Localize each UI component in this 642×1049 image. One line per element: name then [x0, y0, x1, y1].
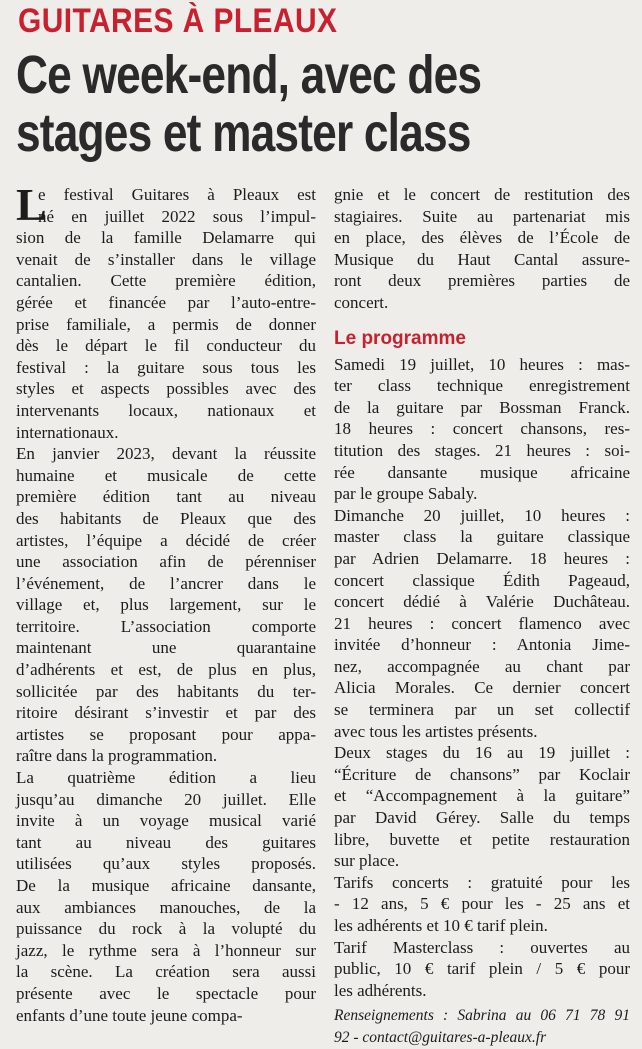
article-line: invite à un voyage musical varié	[16, 811, 316, 831]
article-line: titution des stages. 21 heures : soi-	[334, 440, 630, 460]
article-line: public, 10 € tarif plein / 5 € pour	[334, 959, 630, 979]
article-line: jazz, le rythme sera à l’honneur sur	[16, 940, 316, 960]
article-line: e festival Guitares à Pleaux est	[38, 185, 316, 204]
left-column-body	[16, 227, 316, 1026]
article-line: maintenant une quarantaine	[16, 638, 316, 658]
article-line: rée dansante musique africaine	[334, 462, 630, 482]
article-line: En janvier 2023, devant la réussite	[16, 444, 316, 464]
article-line: puissance du rock à la volupté du	[16, 919, 316, 939]
article-line: cantalien. Cette première édition,	[16, 271, 316, 291]
kicker: GUITARES À PLEAUX	[18, 2, 338, 40]
headline-line-2: stages et master class	[16, 103, 471, 163]
article-line: concert dédié à Valérie Duchâteau.	[334, 592, 630, 612]
article-line: et “Accompagnement à la guitare”	[334, 786, 630, 806]
article-line: artistes se proposant pour appa-	[16, 724, 316, 744]
article-line: par Adrien Delamarre. 18 heures :	[334, 548, 630, 568]
article-line: Dimanche 20 juillet, 10 heures :	[334, 505, 630, 525]
article-line: sion de la famille Delamarre qui	[16, 228, 316, 248]
article-line: jusqu’au dimanche 20 juillet. Elle	[16, 789, 316, 809]
article-line: se terminera par un set collectif	[334, 700, 630, 720]
article-line: ritoire désirant s’investir et par des	[16, 703, 316, 723]
article-line: artistes, l’équipe a décidé de créer	[16, 530, 316, 550]
article-line: master class la guitare classique	[334, 527, 630, 547]
article-line: l’événement, de l’ancrer dans le	[16, 573, 316, 593]
article-line: enfants d’une toute jeune compa-	[16, 1005, 243, 1025]
article-line: de la guitare par Bossman Franck.	[334, 397, 630, 417]
article-line: territoire. L’association comporte	[16, 616, 316, 636]
article-line: avec tous les artistes présents.	[334, 721, 538, 741]
article-line: venait de s’installer dans le village	[16, 249, 316, 269]
article-line: première édition tant au niveau	[16, 487, 316, 507]
article-line: gérée et financée par l’auto-entre-	[16, 292, 316, 312]
contact-info	[334, 1005, 630, 1049]
article-line: - 12 ans, 5 € pour les - 25 ans et	[334, 894, 630, 914]
article-line: intervenants locaux, nationaux et	[16, 400, 316, 420]
article-line: village et, plus largement, sur le	[16, 595, 316, 615]
article-line: 18 heures : concert chansons, res-	[334, 419, 630, 439]
article-line: styles et aspects possibles avec des	[16, 379, 316, 399]
headline	[16, 46, 582, 162]
article-line: Alicia Morales. Ce dernier concert	[334, 678, 630, 698]
article-line: invitée d’honneur : Antonia Jime-	[334, 635, 630, 655]
article-line: les adhérents et 10 € tarif plein.	[334, 916, 548, 935]
article-line: internationaux.	[16, 422, 119, 442]
article-line: des habitants de Pleaux que des	[16, 508, 316, 528]
article-line: sur place.	[334, 851, 400, 871]
article-line: humaine et musicale de cette	[16, 465, 316, 485]
program-list	[334, 354, 630, 1002]
article-line: raître dans la programmation.	[16, 746, 218, 766]
article-line: Musique du Haut Cantal assure-	[334, 249, 630, 269]
article-line: dès le départ le fil conducteur du	[16, 336, 316, 356]
article-line: ter class technique enregistrement	[334, 376, 630, 396]
article-line: sollicitée par des habitants du ter-	[16, 681, 316, 701]
article-line: présente avec le spectacle pour	[16, 983, 316, 1003]
article-line: d’adhérents et est, de plus en plus,	[16, 660, 316, 680]
right-column	[334, 184, 630, 1047]
dropcap-paragraph	[16, 179, 316, 230]
contact-line: Renseignements : Sabrina au 06 71 78 91	[334, 1007, 630, 1025]
right-column-intro	[334, 184, 630, 314]
article-line: utilisées qu’aux styles proposés.	[16, 854, 316, 874]
article-line: Tarif Masterclass : ouvertes au	[334, 937, 630, 957]
article-line: ront deux premières parties de	[334, 271, 630, 291]
headline-line-1: Ce week-end, avec des	[16, 45, 482, 105]
article-line: nez, accompagnée au chant par	[334, 656, 630, 676]
article-line: gnie et le concert de restitution des	[334, 185, 630, 204]
article-line: aux ambiances manouches, de la	[16, 897, 316, 917]
article-line: en place, des élèves de l’École de	[334, 228, 630, 248]
article-line: stagiaires. Suite au partenariat mis	[334, 206, 630, 226]
article-line: né en juillet 2022 sous l’impul-	[38, 206, 316, 226]
dropcap-letter: L	[16, 179, 47, 230]
article-line: libre, buvette et petite restauration	[334, 829, 630, 849]
article-line: Deux stages du 16 au 19 juillet :	[334, 743, 630, 763]
article-line: 21 heures : concert flamenco avec	[334, 613, 630, 633]
article-line: la scène. La création sera aussi	[16, 962, 316, 982]
article-line: concert.	[334, 292, 389, 312]
article-line: par le groupe Sabaly.	[334, 484, 478, 504]
article-line: concert classique Édith Pageaud,	[334, 570, 630, 590]
article-line: De la musique africaine dansante,	[16, 876, 316, 895]
article-line: Tarifs concerts : gratuité pour les	[334, 872, 630, 892]
article-line: tant au niveau des guitares	[16, 832, 316, 852]
article-line: Samedi 19 juillet, 10 heures : mas-	[334, 354, 630, 374]
article-line: prise familiale, a permis de donner	[16, 314, 316, 334]
article-line: “Écriture de chansons” par Koclair	[334, 764, 630, 784]
article-line: par David Gérey. Salle du temps	[334, 808, 630, 828]
article-line: une association afin de pérenniser	[16, 552, 316, 572]
contact-line: 92 - contact@guitares-a-pleaux.fr	[334, 1029, 547, 1047]
program-subhead: Le programme	[334, 327, 466, 349]
left-column	[16, 179, 316, 1025]
article-line: La quatrième édition a lieu	[16, 768, 316, 788]
article-line: festival : la guitare sous tous les	[16, 357, 316, 377]
article-line: les adhérents.	[334, 980, 427, 1000]
